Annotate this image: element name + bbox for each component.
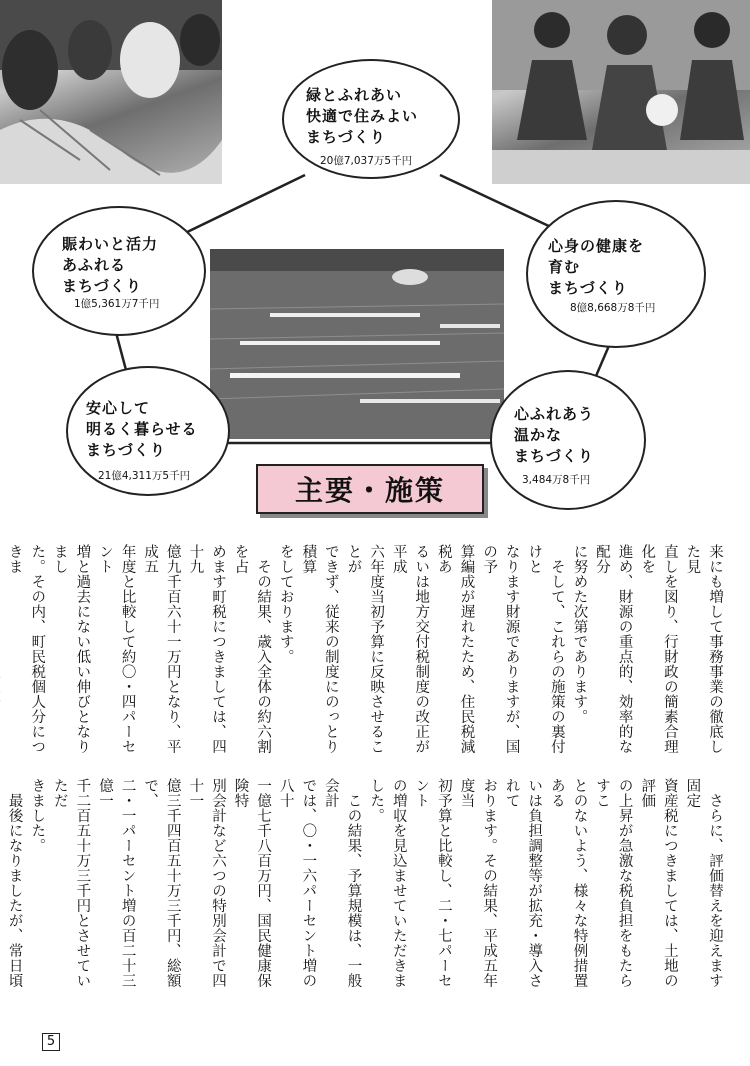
policy-circle-green-living xyxy=(282,59,460,179)
policy-circle-vitality xyxy=(32,206,206,336)
policy-amount: 21億4,311万5千円 xyxy=(98,470,191,482)
policy-amount: 3,484万8千円 xyxy=(522,474,591,486)
policy-circle-safety xyxy=(66,366,230,496)
policy-title: 心身の健康を 育む まちづくり xyxy=(548,237,645,297)
policy-title: 心ふれあう 温かな まちづくり xyxy=(514,405,595,465)
policy-amount: 1億5,361万7千円 xyxy=(74,298,160,310)
page-number: 5 xyxy=(42,1033,60,1051)
policy-title: 安心して 明るく暮らせる まちづくり xyxy=(86,399,198,459)
policy-title: 緑とふれあい 快適で住みよい まちづくり xyxy=(306,86,419,146)
body-text-lower: さらに、評価替えを迎えます固定 資産税につきましては、土地の評価 の上昇が急激な税負担をもたらすこ とのないよう、様々な特例措置ある いは負担調整等が拡充・導入されて おります。その結果、平成五年度当 初予算と比較し、二・七パーセント の増収を見込ませていただきました。 この結果、予算規模は、一般会計 では、〇・一六パーセント増の八十 一億七千八百万円、国民健康保険特 別会計など六つの特別会計で四十一 億三千四百五十万三千円、総額で、 二・一パーセント増の百二十三億一 千二百五十万三千円とさせていただ きました。 最後になりましたが、常日頃 xyxy=(6,778,723,988)
policy-title: 賑わいと活力 あふれる まちづくり xyxy=(62,235,159,295)
policy-amount: 20億7,037万5千円 xyxy=(320,155,413,167)
policy-amount: 8億8,668万8千円 xyxy=(570,302,656,314)
policy-circle-warm-community xyxy=(490,370,646,510)
body-text-upper: 来にも増して事務事業の徹底した見 直しを図り、行財政の簡素合理化を 進め、財源の重点的、効率的な配分 に努めた次第であります。 そして、これらの施策の裏付けと なります財源でありますが、国の予 算編成が遅れたため、住民税減税あ るいは地方交付税制度の改正が平成 六年度当初予算に反映させることが できず、従来の制度にのっとり積算 をしております。 その結果、歳入全体の約六割を占 めます町税につきましては、四十九 億九千百六十一万円となり、平成五 年度と比較して約〇・四パーセント 増と過去にない低い伸びとなりまし た。その内、町民税個人分につきま xyxy=(6,544,723,754)
section-title: 主要・施策 xyxy=(256,464,484,514)
policy-circle-health xyxy=(526,200,706,348)
